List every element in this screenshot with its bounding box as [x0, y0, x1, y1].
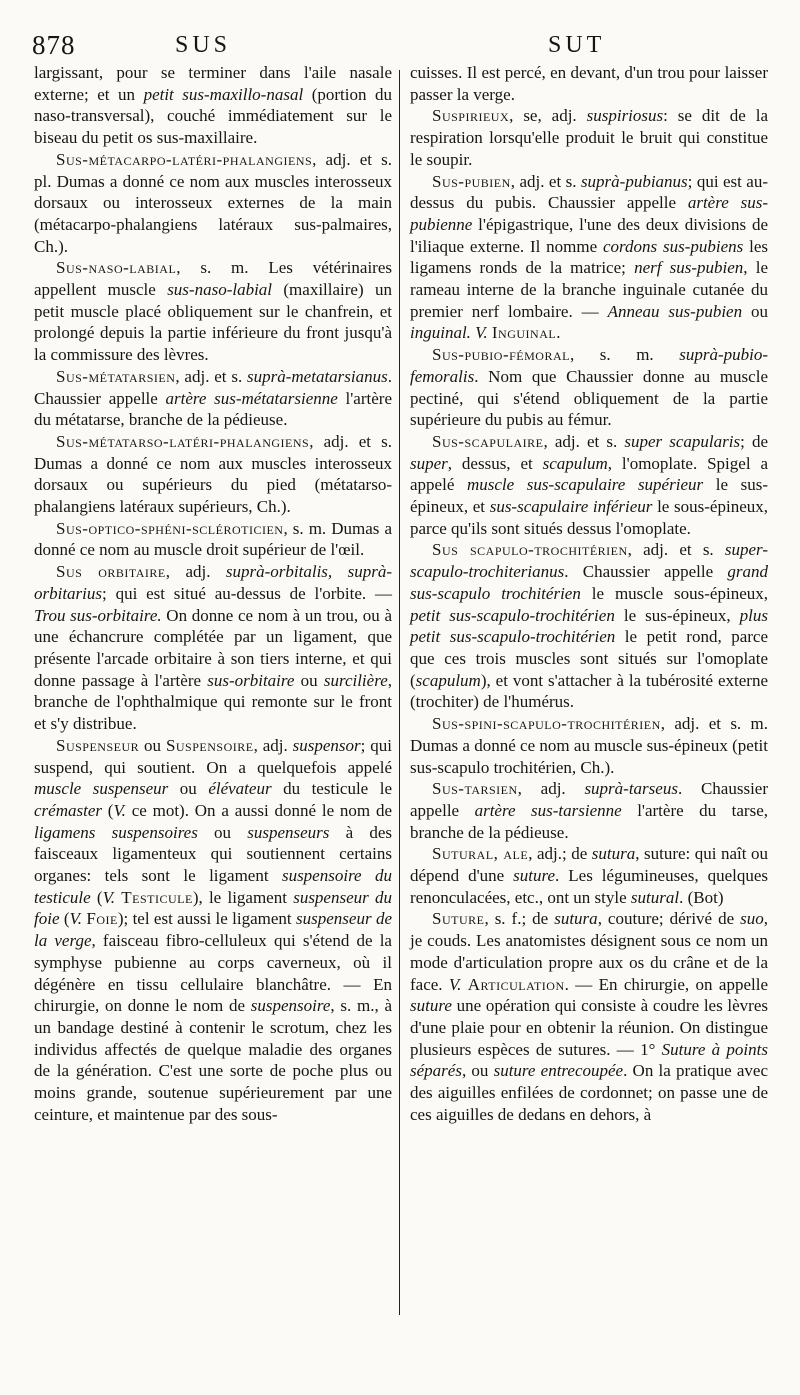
italic-term: suspenseurs	[247, 822, 330, 842]
entry-text: l'épigastrique, l'une des deux divisions de l'iliaque externe. Il nomme	[410, 214, 768, 256]
entry-text: . Chaussier appelle	[564, 562, 728, 582]
italic-term: suprà-pubianus	[580, 171, 688, 191]
entry-text: , s. m., à un bandage destiné à contenir le scrotum, chez les individus affectés de quelque maladie des organes de la génération. C'est une sorte de poche plus ou moins grande, soutenue supérieurement par une ceinture, et maintenue par des sous-	[34, 996, 392, 1124]
dictionary-entry	[34, 149, 392, 258]
italic-term: suspensoire	[250, 996, 331, 1016]
entry-text: , adj.	[253, 735, 293, 755]
entry-text: du testicule le	[271, 779, 393, 799]
entry-text: , faisceau fibro-celluleux qui s'étend de la symphyse pubienne au corps caverneux, où il dégénère en tissu cellulaire blanchâtre. — En chirurgie, on donne le nom de	[34, 931, 392, 1016]
entry-text: ), le ligament	[192, 887, 294, 907]
entry-text: le sus-épineux,	[614, 605, 740, 625]
entry-text: . — En chirurgie, on appelle	[564, 974, 768, 994]
entry-continuation	[34, 62, 392, 149]
entry-text: .	[556, 323, 561, 343]
entry-text: ), et vont s'attacher à la tubérosité externe (trochiter) de l'humérus.	[410, 670, 768, 712]
page-number: 878	[32, 30, 76, 60]
entry-headword: Sus-optico-sphéni-scléroticien	[56, 518, 284, 538]
entry-text: . Chaussier appelle	[410, 779, 768, 820]
italic-term: Suture à points séparés	[410, 1039, 768, 1081]
dictionary-entry	[410, 105, 768, 170]
entry-text: , s. m. Dumas a donné ce nom au muscle droit supérieur de l'œil.	[34, 518, 392, 560]
entry-headword: Suspenseur	[56, 735, 140, 755]
entry-text: l'artère du tarse, branche de la pédieuse.	[410, 800, 769, 842]
entry-text: (	[59, 909, 70, 929]
entry-headword: Suture	[432, 909, 485, 929]
italic-term: sutural	[630, 887, 680, 907]
entry-text: , adj. et s. pl. Dumas a donné ce nom aux muscles interosseux dorsaux ou interosseux externes de la main (métacarpo-phalangiens latéraux sus-palmaires, Ch.).	[34, 149, 392, 256]
entry-headword: Sus-tarsien	[432, 779, 518, 799]
entry-text: (portion du naso-transversal), couché immédiatement sur le biseau du petit os sus-maxillaire.	[34, 84, 392, 148]
entry-text: ou	[294, 670, 324, 690]
entry-text: , suture: qui naît ou dépend d'une	[410, 844, 768, 886]
entry-text: ); tel est aussi le ligament	[117, 909, 297, 929]
dictionary-entry	[34, 431, 392, 518]
italic-term: suture	[410, 996, 452, 1016]
entry-text: le muscle sous-épineux,	[580, 583, 768, 603]
entry-text: , ou	[461, 1061, 494, 1081]
entry-text: le sus-épineux, et	[410, 475, 768, 517]
dictionary-entry	[34, 366, 392, 431]
entry-text: cuisses. Il est percé, en devant, d'un trou pour laisser passer la verge.	[410, 63, 768, 104]
italic-term: muscle sus-scapulaire supérieur	[466, 475, 704, 495]
italic-term: élévateur	[208, 779, 272, 799]
italic-term: inguinal. V.	[410, 323, 488, 343]
entry-text: , adj. et s.	[175, 366, 248, 386]
entry-headword: Sus-naso-labial	[56, 258, 177, 278]
entry-text: (maxillaire) un petit muscle placé obliquement sur le chanfrein, et prolongé depuis la partie inférieure du front jusqu'à la commissure des lèvres.	[34, 280, 392, 365]
entry-text: . (Bot)	[679, 887, 724, 907]
italic-term: V.	[102, 887, 116, 907]
entry-text: , dessus, et	[447, 453, 543, 473]
italic-term: scapulum	[542, 453, 608, 473]
entry-text: . On la pratique avec des aiguilles enfilées de cordonnet; on passe une de ces aiguilles de dedans en dehors, à	[410, 1061, 768, 1124]
entry-headword: Sus scapulo-trochitérien	[432, 540, 628, 560]
entry-headword: Inguinal	[491, 323, 557, 343]
entry-text: largissant, pour se terminer dans l'aile nasale externe; et un	[34, 63, 392, 104]
italic-term: suprà-metatarsianus	[247, 366, 388, 386]
entry-text: les ligamens ronds de la matrice;	[410, 236, 768, 278]
italic-term: V.	[113, 800, 126, 820]
italic-term: petit sus-scapulo-trochitérien	[410, 605, 615, 625]
dictionary-entry	[410, 778, 768, 843]
entry-headword: Sus-scapulaire	[432, 431, 544, 451]
entry-continuation	[410, 62, 768, 105]
entry-headword: Sus-métatarso-latéri-phalangiens	[56, 431, 310, 451]
entry-text: , s. f.; de	[484, 909, 555, 929]
entry-headword: Sus-spini-scapulo-trochitérien	[432, 714, 661, 734]
entry-text: , adj. et s.	[627, 540, 725, 560]
entry-text: On donne ce nom à un trou, ou à une échancrure complétée par un ligament, que présente l'arcade orbitaire à son tiers interne, et qui donne passage à l'artère	[34, 605, 392, 690]
italic-term: suspenseur du foie	[34, 887, 392, 929]
italic-term: petit sus-maxillo-nasal	[143, 84, 304, 104]
entry-text: : se dit de la respiration lorsqu'elle produit le bruit qui constitue le soupir.	[410, 106, 768, 169]
entry-headword: Sutural, ale	[432, 844, 529, 864]
entry-text: ou	[742, 301, 769, 321]
dictionary-entry	[410, 344, 768, 431]
entry-text: ; qui suspend, qui soutient. On a quelquefois appelé	[34, 735, 392, 777]
dictionary-entry	[410, 843, 768, 908]
entry-text: ou	[168, 779, 209, 799]
italic-term: crémaster	[34, 800, 102, 820]
italic-term: cordons sus-pubiens	[603, 236, 744, 256]
italic-term: suspensor	[292, 735, 361, 755]
dictionary-entry	[410, 539, 768, 713]
left-running-headword: SUS	[175, 32, 232, 58]
dictionary-entry	[410, 908, 768, 1125]
italic-term: grand sus-scapulo trochitérien	[410, 562, 768, 603]
entry-text: ce mot). On a aussi donné le nom de	[125, 800, 392, 820]
entry-text: ou	[139, 735, 166, 755]
dictionary-entry	[410, 171, 768, 345]
italic-term: nerf sus-pubien	[634, 258, 744, 278]
italic-term: sus-scapulaire inférieur	[489, 497, 653, 517]
italic-term: suo	[740, 909, 764, 929]
entry-headword: Sus-pubio-fémoral	[432, 345, 570, 365]
entry-text: (	[101, 800, 114, 820]
entry-headword: Sus-métacarpo-latéri-phalangiens	[56, 149, 313, 169]
italic-term: plus petit sus-scapulo-trochitérien	[410, 605, 768, 647]
dictionary-entry	[34, 735, 392, 1126]
entry-headword: Suspensoire	[165, 735, 254, 755]
italic-term: suspiriosus	[586, 106, 664, 126]
italic-term: artère sus-tarsienne	[474, 800, 622, 820]
italic-term: surcilière	[323, 670, 388, 690]
entry-text: , adj.	[165, 562, 226, 582]
dictionary-entry	[410, 713, 768, 778]
italic-term: artère sus-métatarsienne	[165, 388, 338, 408]
entry-text: , l'omoplate. Spigel a appelé	[410, 453, 768, 495]
column-divider	[399, 70, 400, 1315]
dictionary-entry	[34, 257, 392, 366]
dictionary-entry	[410, 431, 768, 540]
entry-text: , adj. et s.	[543, 431, 625, 451]
entry-text: , je couds. Les anatomistes désignent sous ce nom un mode d'articulation propre aux os du crâne et de la face.	[410, 909, 768, 994]
entry-text: . Les légumineuses, quelques renonculacées, etc., ont un style	[410, 866, 769, 907]
italic-term: suprà-orbitalis, suprà-orbitarius	[34, 562, 392, 603]
italic-term: ligamens suspensoires	[34, 822, 198, 842]
entry-text: le sous-épineux, parce qu'ils sont situés dessus l'omoplate.	[410, 497, 768, 538]
italic-term: scapulum	[415, 670, 481, 690]
entry-headword: Sus-métatarsien	[56, 366, 176, 386]
entry-text: , adj. et s. Dumas a donné ce nom aux muscles interosseux dorsaux ou supérieurs du pied (métatarso-phalangiens latéraux supérieurs, Ch.).	[34, 431, 392, 517]
italic-term: V.	[69, 909, 82, 929]
entry-text: ou	[197, 822, 248, 842]
italic-term: sutura	[591, 844, 636, 864]
italic-term: suprà-pubio-femoralis	[410, 345, 768, 386]
entry-text: , le rameau interne de la branche inguinale cutanée du premier nerf lombaire. —	[410, 258, 768, 321]
entry-text: , adj. et s. m. Dumas a donné ce nom au muscle sus-épineux (petit sus-scapulo trochitérien, Ch.).	[410, 714, 768, 777]
entry-headword: Sus orbitaire	[56, 562, 166, 582]
entry-text: le petit rond, parce que ces trois muscles sont situés sur l'omoplate (	[410, 627, 768, 690]
entry-text: , couture; dérivé de	[597, 909, 741, 929]
entry-text: ; qui est au-dessus du pubis. Chaussier appelle	[410, 171, 769, 213]
entry-text: , branche de l'ophthalmique qui remonte sur le front et s'y distribue.	[34, 670, 392, 734]
entry-text: , se, adj.	[509, 106, 587, 126]
right-column	[410, 62, 768, 1125]
entry-text: (	[90, 887, 103, 907]
italic-term: suspenseur de la verge	[34, 909, 392, 951]
italic-term: super	[410, 453, 448, 473]
italic-term: sus-orbitaire	[207, 670, 295, 690]
entry-text: l'artère du métatarse, branche de la pédieuse.	[34, 388, 392, 430]
italic-term: suture	[513, 866, 556, 886]
italic-term: Trou sus-orbitaire.	[34, 605, 162, 625]
entry-text: , adj.; de	[528, 844, 592, 864]
entry-text: , s. m. Les vétérinaires appellent muscle	[34, 258, 392, 300]
entry-headword: Foie	[86, 909, 118, 929]
entry-text: . Chaussier appelle	[34, 366, 392, 408]
italic-term: muscle suspenseur	[34, 779, 169, 799]
italic-term: sutura	[554, 909, 598, 929]
entry-text: , s. m.	[569, 345, 680, 365]
entry-headword: Sus-pubien	[432, 171, 511, 191]
entry-text: à des faisceaux ligamenteux qui soutiennent certains organes: tels sont le ligament	[34, 822, 392, 886]
italic-term: suprà-tarseus	[584, 779, 678, 799]
entry-headword: Articulation	[467, 974, 565, 994]
italic-term: super-scapulo-trochiterianus	[410, 540, 768, 582]
left-column	[34, 62, 392, 1125]
entry-text: une opération qui consiste à coudre les lèvres d'une plaie pour en obtenir la réunion. On distingue plusieurs espèces de sutures. — 1°	[410, 996, 768, 1059]
entry-text: , adj.	[517, 779, 585, 799]
dictionary-entry	[34, 561, 392, 735]
italic-term: suspensoire du testicule	[34, 866, 392, 907]
italic-term: Anneau sus-pubien	[607, 301, 743, 321]
italic-term: suture entrecoupée	[493, 1061, 624, 1081]
dictionary-entry	[34, 518, 392, 561]
entry-text: . Nom que Chaussier donne au muscle pectiné, qui s'étend obliquement de la partie supérieure du pubis au fémur.	[410, 366, 768, 430]
italic-term: super scapularis	[624, 431, 741, 451]
italic-term: V.	[448, 974, 462, 994]
italic-term: artère sus-pubienne	[410, 193, 768, 234]
entry-headword: Testicule	[121, 887, 193, 907]
italic-term: sus-naso-labial	[167, 280, 273, 300]
entry-text: ; qui est situé au-dessus de l'orbite. —	[102, 583, 392, 603]
right-running-headword: SUT	[548, 32, 606, 58]
entry-headword: Suspirieux	[432, 106, 510, 126]
entry-text: , adj. et s.	[510, 171, 581, 191]
entry-text: ; de	[740, 431, 768, 451]
